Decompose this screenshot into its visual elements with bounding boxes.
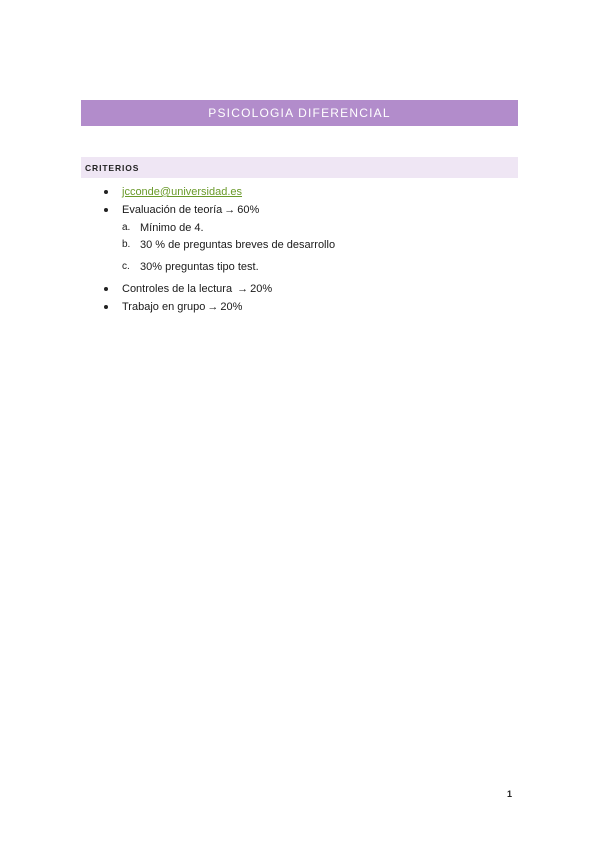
bullet-dot: [104, 208, 108, 212]
arrow-right-icon: →: [207, 301, 219, 313]
bullet-item-controles: [122, 282, 272, 296]
bullet-dot: [104, 305, 108, 309]
arrow-right-icon: →: [224, 204, 236, 216]
bullet-item-email: [122, 185, 242, 199]
bullet-percentage: 60%: [237, 204, 260, 216]
sub-item-marker: a.: [122, 222, 131, 233]
page-number: 1: [507, 789, 513, 799]
title-banner: [81, 100, 518, 126]
bullet-percentage: 20%: [250, 283, 273, 295]
arrow-right-icon: →: [237, 283, 249, 295]
sub-item-text: Mínimo de 4.: [140, 222, 204, 234]
bullet-item-evaluacion: [122, 203, 259, 217]
bullet-dot: [104, 287, 108, 291]
bullet-item-trabajo: [122, 300, 242, 314]
sub-item-text: 30 % de preguntas breves de desarrollo: [140, 239, 336, 251]
document-title: PSICOLOGIA DIFERENCIAL: [208, 106, 391, 120]
section-heading-bar: [81, 157, 518, 178]
sub-item-marker: b.: [122, 239, 131, 250]
section-heading: CRITERIOS: [85, 162, 140, 173]
sub-item-marker: c.: [122, 261, 130, 272]
bullet-dot: [104, 190, 108, 194]
bullet-label: Controles de la lectura: [122, 283, 236, 295]
email-link[interactable]: jcconde@universidad.es: [122, 186, 243, 198]
bullet-label: Evaluación de teoría: [122, 204, 223, 216]
bullet-percentage: 20%: [220, 301, 243, 313]
sub-item-text: 30% preguntas tipo test.: [140, 261, 259, 273]
bullet-label: Trabajo en grupo: [122, 301, 206, 313]
